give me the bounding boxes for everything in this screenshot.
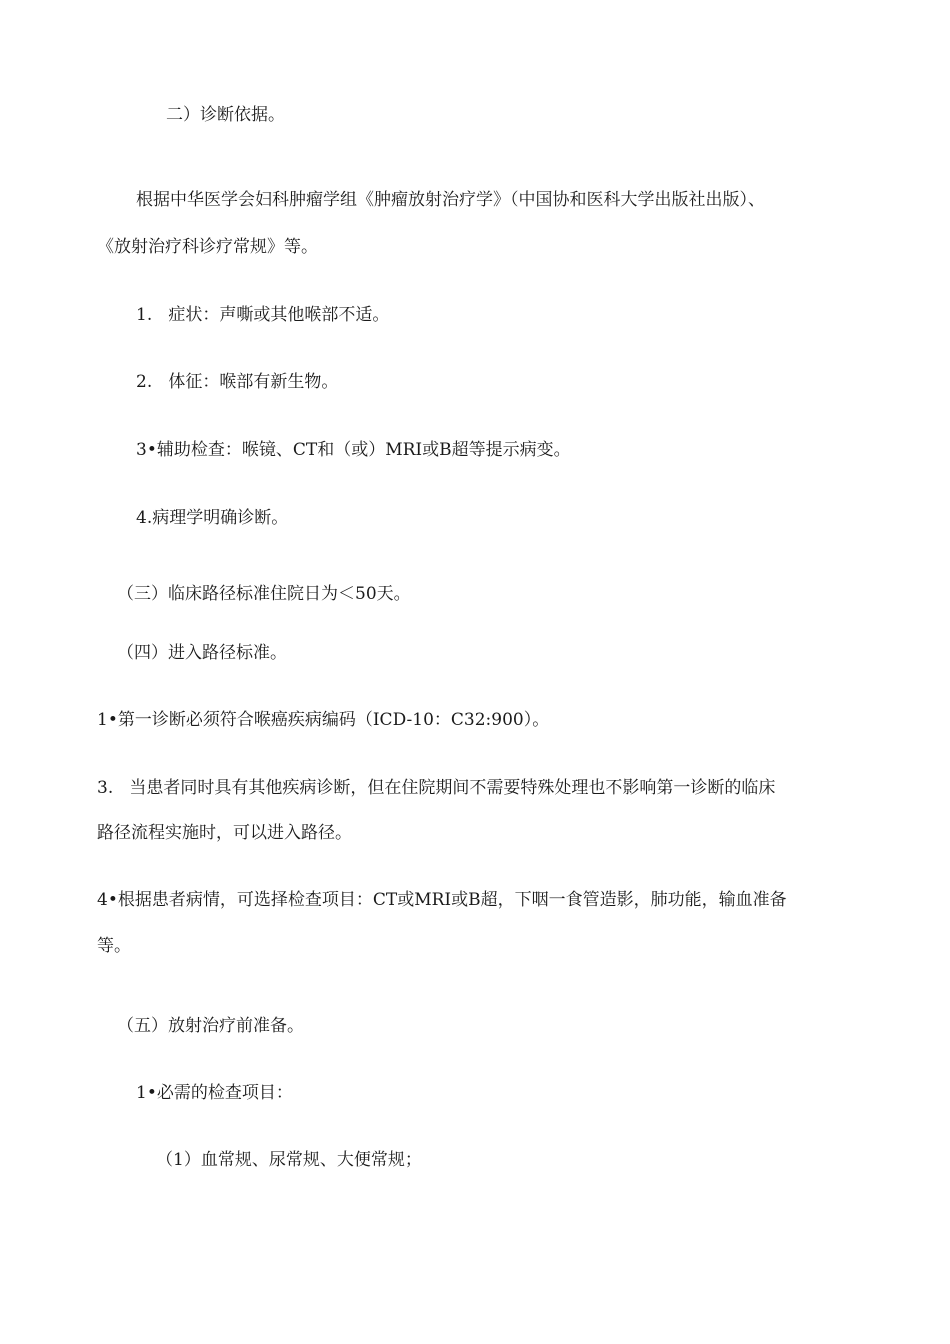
- section-heading-pre-radiotherapy: （五）放射治疗前准备。: [117, 1016, 304, 1036]
- paragraph-line: 根据中华医学会妇科肿瘤学组《肿瘤放射治疗学》（中国协和医科大学出版社出版）、: [136, 190, 765, 210]
- list-item-routine-tests: （1）血常规、尿常规、大便常规；: [156, 1150, 422, 1170]
- list-item-sign: 2. 体征：喉部有新生物。: [136, 372, 339, 392]
- list-item-pathology: 4.病理学明确诊断。: [136, 508, 289, 528]
- section-heading-diagnosis-basis: 二）诊断依据。: [166, 105, 285, 125]
- paragraph-line: 路径流程实施时，可以进入路径。: [97, 823, 352, 843]
- paragraph-line: 等。: [97, 936, 131, 956]
- list-item-required-exams: 1•必需的检查项目：: [136, 1083, 293, 1103]
- paragraph-line: 3. 当患者同时具有其他疾病诊断，但在住院期间不需要特殊处理也不影响第一诊断的临床: [97, 778, 776, 798]
- paragraph-line: 4•根据患者病情，可选择检查项目：CT或MRI或B超，下咽一食管造影，肺功能，输血准备: [97, 890, 787, 910]
- list-item-symptom: 1. 症状：声嘶或其他喉部不适。: [136, 305, 390, 325]
- paragraph-line: 《放射治疗科诊疗常规》等。: [97, 237, 318, 257]
- list-item-auxiliary-exam: 3•辅助检查：喉镜、CT和（或）MRI或B超等提示病变。: [136, 440, 571, 460]
- section-heading-entry-criteria: （四）进入路径标准。: [117, 643, 287, 663]
- section-heading-hospital-stay: （三）临床路径标准住院日为＜50天。: [117, 584, 411, 604]
- list-item-first-diagnosis: 1•第一诊断必须符合喉癌疾病编码（ICD-10：C32:900）。: [97, 710, 550, 730]
